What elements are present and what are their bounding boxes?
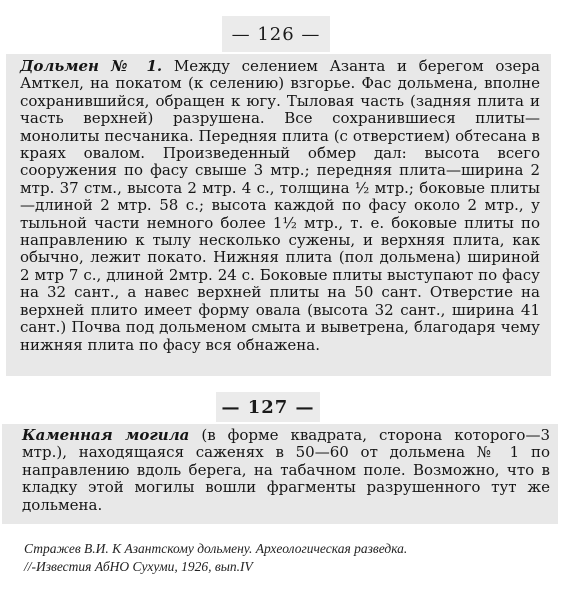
section-2-body: (в форме квадрата, сторона которого—3 мтр.), находящаяся саженях в 50—60 от дольмена № 1 по направлению вдоль берега, на табачном поле. Возможно, что в кладку этой могилы вошли фрагменты разрушенного тут же дольмена.: [22, 426, 550, 514]
section-1-body: Между селением Азанта и берегом озера Амткел, на покатом (к селению) взгорье. Фас дольмена, вполне сохранившийся, обращен к югу. Тыловая часть (задняя плита и часть верхней) разрушена. Все сохранившиеся плиты—монолиты песчаника. Передняя плита (с отверстием) обтесана в краях овалом. Произведенный обмер дал: высота всего сооружения по фасу свыше 3 мтр.; передняя плита—ширина 2 мтр. 37 стм., высота 2 мтр. 4 с., толщина ½ мтр.; боковые плиты—длиной 2 мтр. 58 с.; высота каждой по фасу около 2 мтр., у тыльной части немного более 1½ мтр., т. е. боковые плиты по направлению к тылу несколько сужены, и верхняя плита, как обычно, лежит покато. Нижняя плита (пол дольмена) шириной 2 мтр 7 с., длиной 2мтр. 24 с. Боковые плиты выступают по фасу на 32 сант., а навес верхней плиты на 50 сант. Отверстие на верхней плито имеет форму овала (высота 32 сант., ширина 41 сант.) Почва под дольменом смыта и выветрена, благодаря чему нижняя плита по фасу вся обнажена.: [20, 57, 540, 354]
caption-line-1: Стражев В.И. К Азантскому дольмену. Археологическая разведка.: [24, 541, 408, 556]
section-stone-grave: [22, 427, 550, 514]
section-1-heading: Дольмен № 1.: [20, 57, 163, 75]
caption-line-2: //-Известия АбНО Сухуми, 1926, вып.IV: [24, 559, 253, 574]
page-number-top-text: — 126 —: [231, 23, 321, 45]
source-caption: [24, 540, 544, 576]
page-number-mid: [216, 392, 320, 422]
section-dolmen-1: [20, 58, 540, 354]
page-number-top: [222, 16, 330, 52]
page-number-mid-text: — 127 —: [221, 396, 315, 418]
section-2-heading: Каменная могила: [22, 426, 190, 444]
